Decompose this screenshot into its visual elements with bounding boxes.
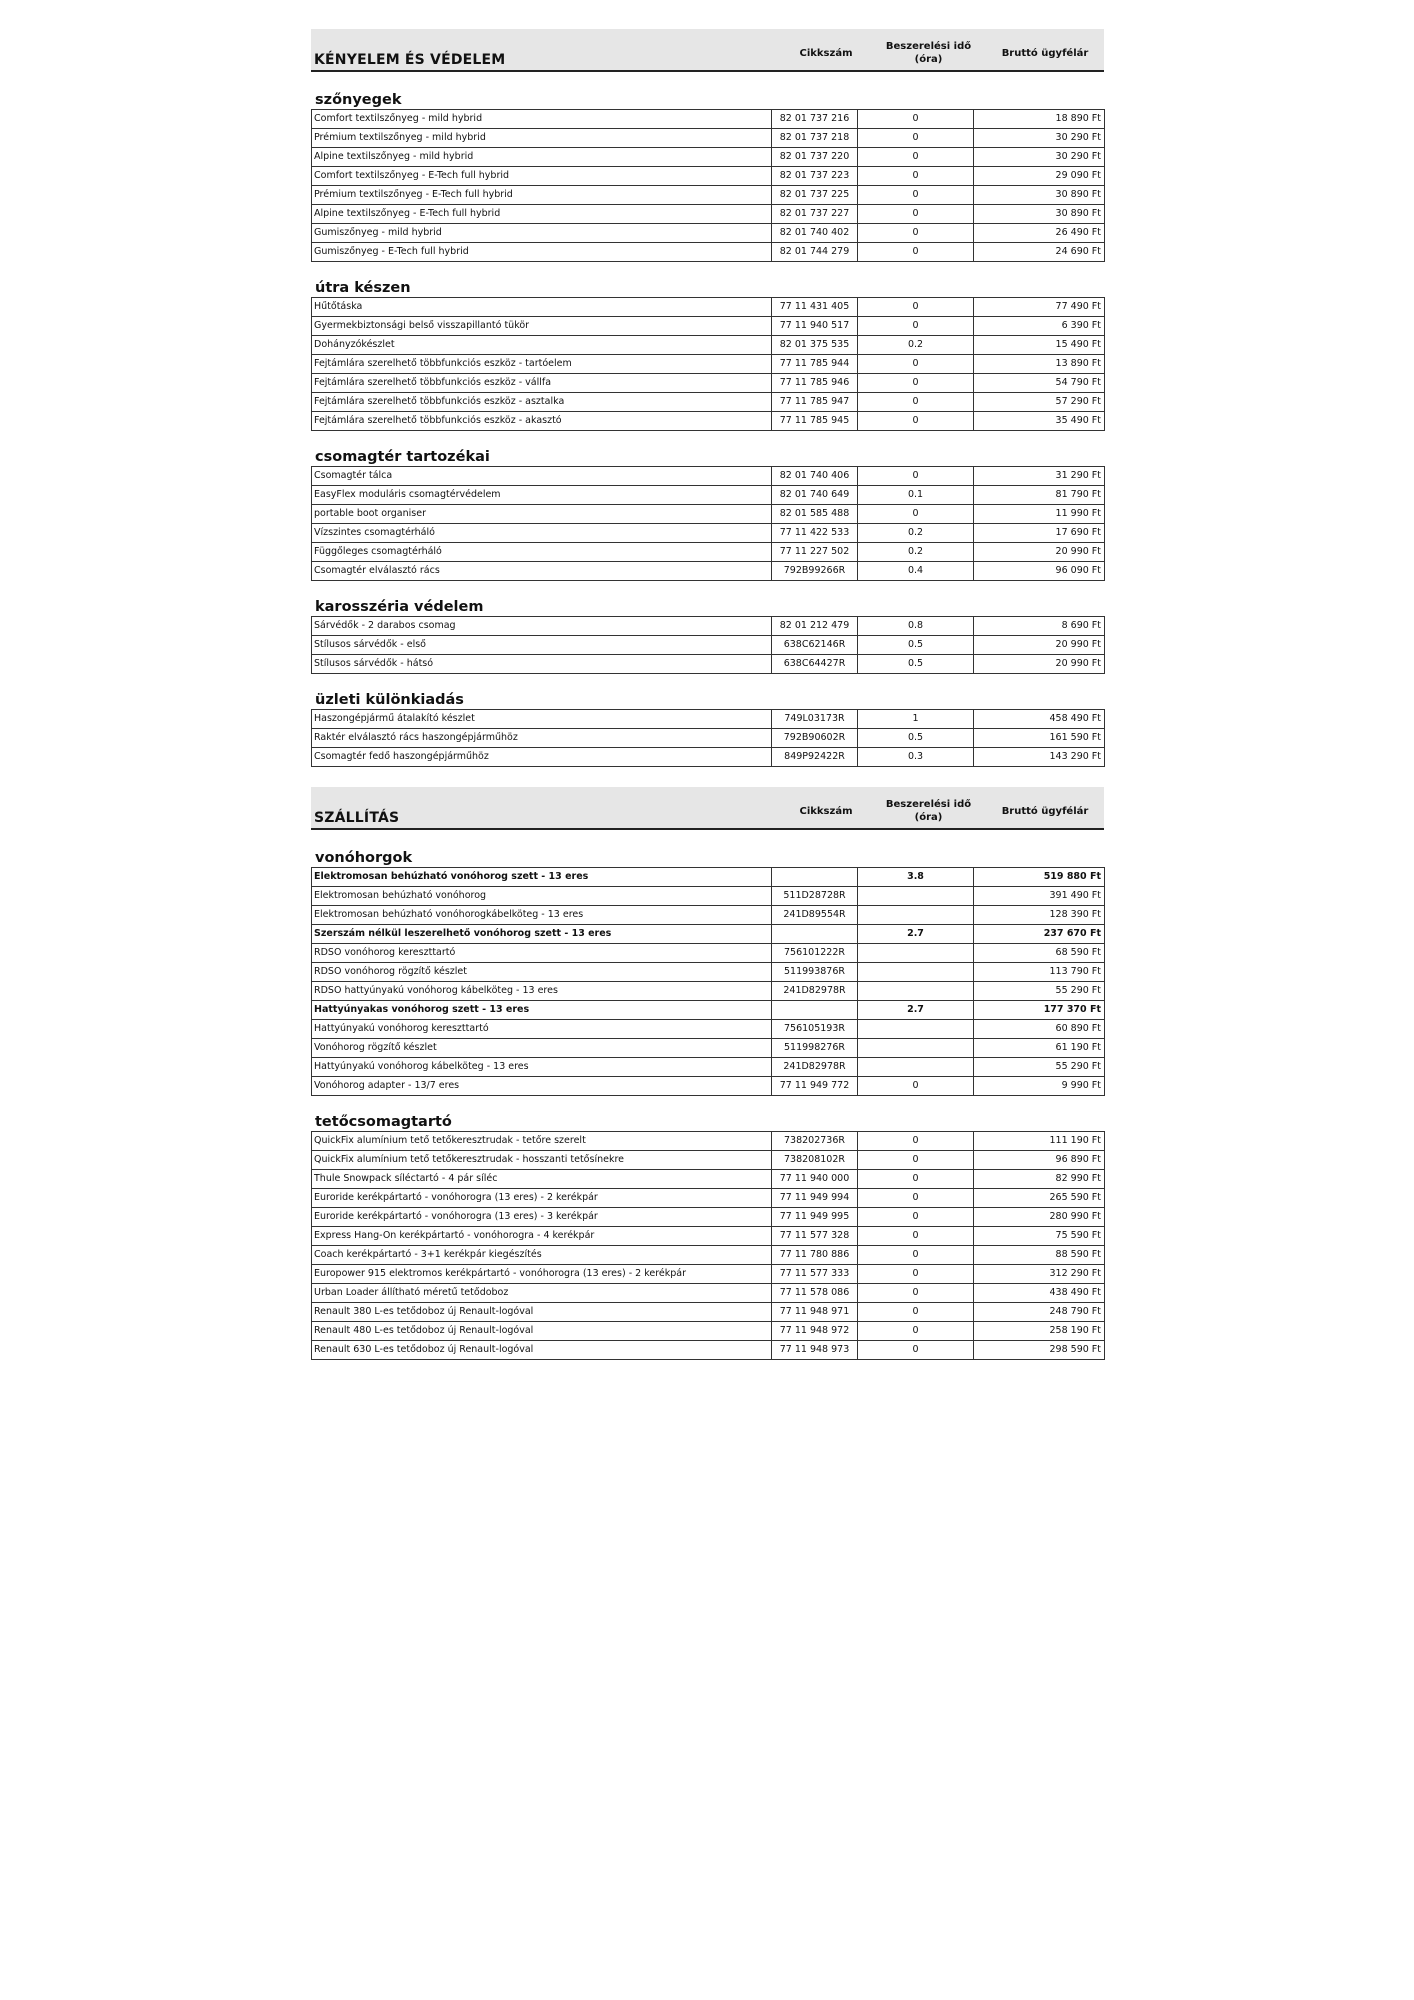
table-row [312, 1322, 1105, 1341]
product-name: Coach kerékpártartó - 3+1 kerékpár kiegészítés [312, 1246, 772, 1265]
install-time: 0 [858, 1227, 974, 1246]
install-time: 0 [858, 243, 974, 262]
install-time: 0 [858, 186, 974, 205]
install-time: 0 [858, 355, 974, 374]
table-row [312, 710, 1105, 729]
price: 20 990 Ft [974, 543, 1105, 562]
install-time: 0 [858, 205, 974, 224]
part-number [772, 868, 858, 887]
part-number: 82 01 737 220 [772, 148, 858, 167]
product-name: Hattyúnyakú vonóhorog kábelköteg - 13 eres [312, 1058, 772, 1077]
section-header [311, 29, 1104, 72]
product-name: Függőleges csomagtérháló [312, 543, 772, 562]
table-row [312, 110, 1105, 129]
part-number: 738202736R [772, 1132, 858, 1151]
part-number: 77 11 785 946 [772, 374, 858, 393]
install-time: 1 [858, 710, 974, 729]
part-number: 77 11 577 328 [772, 1227, 858, 1246]
category-title: üzleti különkiadás [315, 692, 464, 708]
table-row [312, 963, 1105, 982]
product-name: Hattyúnyakú vonóhorog kereszttartó [312, 1020, 772, 1039]
install-time: 0 [858, 1077, 974, 1096]
part-number: 77 11 227 502 [772, 543, 858, 562]
price: 77 490 Ft [974, 298, 1105, 317]
product-name: Vonóhorog rögzítő készlet [312, 1039, 772, 1058]
table-row [312, 186, 1105, 205]
product-name: Europower 915 elektromos kerékpártartó - vonóhorogra (13 eres) - 2 kerékpár [312, 1265, 772, 1284]
price: 519 880 Ft [974, 868, 1105, 887]
price: 18 890 Ft [974, 110, 1105, 129]
product-name: Fejtámlára szerelhető többfunkciós eszköz - asztalka [312, 393, 772, 412]
product-name: RDSO vonóhorog kereszttartó [312, 944, 772, 963]
product-name: QuickFix alumínium tető tetőkeresztrudak - hosszanti tetősínekre [312, 1151, 772, 1170]
install-time-unit: (óra) [914, 812, 943, 823]
part-number: 77 11 422 533 [772, 524, 858, 543]
install-time: 2.7 [858, 1001, 974, 1020]
product-table [311, 709, 1105, 767]
table-row [312, 1265, 1105, 1284]
product-name: Prémium textilszőnyeg - mild hybrid [312, 129, 772, 148]
install-time: 0.8 [858, 617, 974, 636]
column-header-price: Bruttó ügyfélár [1001, 806, 1089, 817]
install-time: 0.5 [858, 729, 974, 748]
install-time-unit: (óra) [914, 54, 943, 65]
product-name: Haszongépjármű átalakító készlet [312, 710, 772, 729]
part-number: 82 01 744 279 [772, 243, 858, 262]
part-number: 77 11 578 086 [772, 1284, 858, 1303]
price-list [311, 29, 1104, 1360]
product-name: Euroride kerékpártartó - vonóhorogra (13 eres) - 2 kerékpár [312, 1189, 772, 1208]
table-row [312, 655, 1105, 674]
part-number: 77 11 949 995 [772, 1208, 858, 1227]
category-title: karosszéria védelem [315, 599, 484, 615]
table-row [312, 412, 1105, 431]
price: 26 490 Ft [974, 224, 1105, 243]
part-number: 849P92422R [772, 748, 858, 767]
install-time: 0 [858, 467, 974, 486]
price: 143 290 Ft [974, 748, 1105, 767]
table-row [312, 906, 1105, 925]
price: 35 490 Ft [974, 412, 1105, 431]
price: 391 490 Ft [974, 887, 1105, 906]
product-name: Elektromosan behúzható vonóhorogkábelköteg - 13 eres [312, 906, 772, 925]
install-time: 0.3 [858, 748, 974, 767]
table-row [312, 393, 1105, 412]
price: 20 990 Ft [974, 655, 1105, 674]
table-row [312, 748, 1105, 767]
part-number: 77 11 785 945 [772, 412, 858, 431]
table-row [312, 1303, 1105, 1322]
price: 31 290 Ft [974, 467, 1105, 486]
price: 15 490 Ft [974, 336, 1105, 355]
product-name: Comfort textilszőnyeg - mild hybrid [312, 110, 772, 129]
product-name: Dohányzókészlet [312, 336, 772, 355]
price: 280 990 Ft [974, 1208, 1105, 1227]
price: 60 890 Ft [974, 1020, 1105, 1039]
price: 258 190 Ft [974, 1322, 1105, 1341]
part-number: 77 11 948 972 [772, 1322, 858, 1341]
install-time: 0 [858, 1170, 974, 1189]
table-row [312, 944, 1105, 963]
install-time-label: Beszerelési idő [885, 41, 972, 52]
install-time: 0.2 [858, 524, 974, 543]
product-name: Prémium textilszőnyeg - E-Tech full hybrid [312, 186, 772, 205]
install-time: 0 [858, 1322, 974, 1341]
product-name: Renault 630 L-es tetődoboz új Renault-logóval [312, 1341, 772, 1360]
install-time: 0 [858, 1189, 974, 1208]
table-row [312, 317, 1105, 336]
table-row [312, 1246, 1105, 1265]
price: 161 590 Ft [974, 729, 1105, 748]
part-number: 82 01 737 223 [772, 167, 858, 186]
table-row [312, 1227, 1105, 1246]
table-row [312, 636, 1105, 655]
install-time: 0 [858, 110, 974, 129]
table-row [312, 167, 1105, 186]
price: 30 890 Ft [974, 186, 1105, 205]
product-name: Csomagtér tálca [312, 467, 772, 486]
table-row [312, 1132, 1105, 1151]
product-name: Elektromosan behúzható vonóhorog [312, 887, 772, 906]
column-header-code: Cikkszám [799, 48, 853, 59]
install-time: 0.5 [858, 655, 974, 674]
part-number: 82 01 585 488 [772, 505, 858, 524]
price: 61 190 Ft [974, 1039, 1105, 1058]
install-time [858, 906, 974, 925]
product-name: Renault 480 L-es tetődoboz új Renault-logóval [312, 1322, 772, 1341]
product-name: Alpine textilszőnyeg - E-Tech full hybrid [312, 205, 772, 224]
price: 17 690 Ft [974, 524, 1105, 543]
product-name: Express Hang-On kerékpártartó - vonóhorogra - 4 kerékpár [312, 1227, 772, 1246]
table-row [312, 562, 1105, 581]
install-time: 0 [858, 1284, 974, 1303]
column-header-code: Cikkszám [799, 806, 853, 817]
install-time: 0.1 [858, 486, 974, 505]
part-number: 77 11 949 994 [772, 1189, 858, 1208]
price: 438 490 Ft [974, 1284, 1105, 1303]
price: 248 790 Ft [974, 1303, 1105, 1322]
part-number: 241D82978R [772, 1058, 858, 1077]
part-number: 756101222R [772, 944, 858, 963]
install-time: 0 [858, 1132, 974, 1151]
table-row [312, 205, 1105, 224]
price: 24 690 Ft [974, 243, 1105, 262]
column-header-price: Bruttó ügyfélár [1001, 48, 1089, 59]
product-name: Urban Loader állítható méretű tetődoboz [312, 1284, 772, 1303]
product-table [311, 466, 1105, 581]
product-name: Renault 380 L-es tetődoboz új Renault-logóval [312, 1303, 772, 1322]
install-time: 0 [858, 224, 974, 243]
part-number: 77 11 785 944 [772, 355, 858, 374]
part-number: 756105193R [772, 1020, 858, 1039]
install-time [858, 944, 974, 963]
section-header [311, 787, 1104, 830]
price: 88 590 Ft [974, 1246, 1105, 1265]
product-name: Hattyúnyakas vonóhorog szett - 13 eres [312, 1001, 772, 1020]
product-name: Sárvédők - 2 darabos csomag [312, 617, 772, 636]
table-row [312, 868, 1105, 887]
table-row [312, 982, 1105, 1001]
part-number [772, 1001, 858, 1020]
install-time-label: Beszerelési idő [885, 799, 972, 810]
part-number: 77 11 949 772 [772, 1077, 858, 1096]
install-time: 0 [858, 393, 974, 412]
price: 11 990 Ft [974, 505, 1105, 524]
install-time [858, 982, 974, 1001]
product-name: Fejtámlára szerelhető többfunkciós eszköz - tartóelem [312, 355, 772, 374]
product-name: Stílusos sárvédők - első [312, 636, 772, 655]
part-number: 82 01 737 227 [772, 205, 858, 224]
part-number [772, 925, 858, 944]
part-number: 511D28728R [772, 887, 858, 906]
price: 55 290 Ft [974, 982, 1105, 1001]
table-row [312, 925, 1105, 944]
part-number: 77 11 431 405 [772, 298, 858, 317]
price: 54 790 Ft [974, 374, 1105, 393]
part-number: 82 01 740 402 [772, 224, 858, 243]
product-name: EasyFlex moduláris csomagtérvédelem [312, 486, 772, 505]
part-number: 77 11 785 947 [772, 393, 858, 412]
part-number: 511998276R [772, 1039, 858, 1058]
product-name: portable boot organiser [312, 505, 772, 524]
install-time: 0 [858, 1303, 974, 1322]
install-time: 0 [858, 129, 974, 148]
part-number: 77 11 940 517 [772, 317, 858, 336]
category-title: csomagtér tartozékai [315, 449, 490, 465]
install-time: 0 [858, 167, 974, 186]
part-number: 82 01 740 406 [772, 467, 858, 486]
product-name: Fejtámlára szerelhető többfunkciós eszköz - vállfa [312, 374, 772, 393]
table-row [312, 129, 1105, 148]
install-time: 0 [858, 374, 974, 393]
price: 128 390 Ft [974, 906, 1105, 925]
table-row [312, 298, 1105, 317]
table-row [312, 243, 1105, 262]
product-name: Comfort textilszőnyeg - E-Tech full hybrid [312, 167, 772, 186]
table-row [312, 1208, 1105, 1227]
table-row [312, 374, 1105, 393]
table-row [312, 148, 1105, 167]
price: 13 890 Ft [974, 355, 1105, 374]
section-title: KÉNYELEM ÉS VÉDELEM [314, 52, 506, 68]
install-time: 0 [858, 412, 974, 431]
product-table [311, 1131, 1105, 1360]
product-name: Vonóhorog adapter - 13/7 eres [312, 1077, 772, 1096]
part-number: 82 01 375 535 [772, 336, 858, 355]
price: 8 690 Ft [974, 617, 1105, 636]
product-name: Vízszintes csomagtérháló [312, 524, 772, 543]
part-number: 82 01 740 649 [772, 486, 858, 505]
product-name: Euroride kerékpártartó - vonóhorogra (13 eres) - 3 kerékpár [312, 1208, 772, 1227]
install-time: 0 [858, 1265, 974, 1284]
install-time: 0 [858, 1151, 974, 1170]
product-name: RDSO vonóhorog rögzítő készlet [312, 963, 772, 982]
product-name: Csomagtér fedő haszongépjárműhöz [312, 748, 772, 767]
install-time: 0 [858, 1208, 974, 1227]
price: 177 370 Ft [974, 1001, 1105, 1020]
table-row [312, 1020, 1105, 1039]
price: 20 990 Ft [974, 636, 1105, 655]
install-time: 0.2 [858, 336, 974, 355]
part-number: 749L03173R [772, 710, 858, 729]
table-row [312, 467, 1105, 486]
product-name: Stílusos sárvédők - hátsó [312, 655, 772, 674]
price: 81 790 Ft [974, 486, 1105, 505]
part-number: 511993876R [772, 963, 858, 982]
column-header-install-time [871, 40, 986, 66]
price: 30 890 Ft [974, 205, 1105, 224]
price: 55 290 Ft [974, 1058, 1105, 1077]
table-row [312, 1001, 1105, 1020]
part-number: 82 01 737 216 [772, 110, 858, 129]
product-name: Gumiszőnyeg - E-Tech full hybrid [312, 243, 772, 262]
price: 113 790 Ft [974, 963, 1105, 982]
category-title: vonóhorgok [315, 850, 413, 866]
price: 30 290 Ft [974, 129, 1105, 148]
price: 312 290 Ft [974, 1265, 1105, 1284]
install-time: 0 [858, 1341, 974, 1360]
table-row [312, 1039, 1105, 1058]
install-time [858, 1039, 974, 1058]
install-time [858, 1020, 974, 1039]
price: 82 990 Ft [974, 1170, 1105, 1189]
product-name: Fejtámlára szerelhető többfunkciós eszköz - akasztó [312, 412, 772, 431]
category-title: tetőcsomagtartó [315, 1114, 452, 1130]
price: 111 190 Ft [974, 1132, 1105, 1151]
part-number: 792B99266R [772, 562, 858, 581]
part-number: 77 11 780 886 [772, 1246, 858, 1265]
category-title: útra készen [315, 280, 411, 296]
install-time [858, 887, 974, 906]
product-name: Alpine textilszőnyeg - mild hybrid [312, 148, 772, 167]
table-row [312, 355, 1105, 374]
product-table [311, 867, 1105, 1096]
install-time: 3.8 [858, 868, 974, 887]
price: 96 090 Ft [974, 562, 1105, 581]
table-row [312, 543, 1105, 562]
price: 265 590 Ft [974, 1189, 1105, 1208]
price: 298 590 Ft [974, 1341, 1105, 1360]
table-row [312, 887, 1105, 906]
price: 96 890 Ft [974, 1151, 1105, 1170]
table-row [312, 224, 1105, 243]
part-number: 77 11 948 973 [772, 1341, 858, 1360]
part-number: 77 11 948 971 [772, 1303, 858, 1322]
product-name: RDSO hattyúnyakú vonóhorog kábelköteg - 13 eres [312, 982, 772, 1001]
price: 6 390 Ft [974, 317, 1105, 336]
product-name: Gumiszőnyeg - mild hybrid [312, 224, 772, 243]
part-number: 82 01 212 479 [772, 617, 858, 636]
part-number: 77 11 940 000 [772, 1170, 858, 1189]
product-name: Hűtőtáska [312, 298, 772, 317]
table-row [312, 1170, 1105, 1189]
product-table [311, 616, 1105, 674]
table-row [312, 336, 1105, 355]
table-row [312, 524, 1105, 543]
install-time: 0.4 [858, 562, 974, 581]
price: 68 590 Ft [974, 944, 1105, 963]
category-title: szőnyegek [315, 92, 402, 108]
install-time [858, 963, 974, 982]
price: 458 490 Ft [974, 710, 1105, 729]
part-number: 77 11 577 333 [772, 1265, 858, 1284]
table-row [312, 1151, 1105, 1170]
table-row [312, 617, 1105, 636]
part-number: 738208102R [772, 1151, 858, 1170]
table-row [312, 1058, 1105, 1077]
table-row [312, 505, 1105, 524]
install-time: 2.7 [858, 925, 974, 944]
install-time: 0 [858, 317, 974, 336]
table-row [312, 1077, 1105, 1096]
product-table [311, 109, 1105, 262]
table-row [312, 1341, 1105, 1360]
part-number: 638C64427R [772, 655, 858, 674]
product-name: Gyermekbiztonsági belső visszapillantó tükör [312, 317, 772, 336]
price: 237 670 Ft [974, 925, 1105, 944]
install-time: 0 [858, 148, 974, 167]
install-time: 0 [858, 1246, 974, 1265]
section-title: SZÁLLÍTÁS [314, 810, 400, 826]
column-header-install-time [871, 798, 986, 824]
part-number: 638C62146R [772, 636, 858, 655]
table-row [312, 1189, 1105, 1208]
install-time: 0.2 [858, 543, 974, 562]
product-name: Szerszám nélkül leszerelhető vonóhorog szett - 13 eres [312, 925, 772, 944]
install-time: 0.5 [858, 636, 974, 655]
part-number: 82 01 737 225 [772, 186, 858, 205]
part-number: 82 01 737 218 [772, 129, 858, 148]
price: 30 290 Ft [974, 148, 1105, 167]
table-row [312, 486, 1105, 505]
part-number: 241D82978R [772, 982, 858, 1001]
product-name: Elektromosan behúzható vonóhorog szett - 13 eres [312, 868, 772, 887]
install-time: 0 [858, 298, 974, 317]
product-name: Raktér elválasztó rács haszongépjárműhöz [312, 729, 772, 748]
part-number: 792B90602R [772, 729, 858, 748]
product-name: Thule Snowpack síléctartó - 4 pár síléc [312, 1170, 772, 1189]
price: 9 990 Ft [974, 1077, 1105, 1096]
price: 29 090 Ft [974, 167, 1105, 186]
price: 75 590 Ft [974, 1227, 1105, 1246]
part-number: 241D89554R [772, 906, 858, 925]
section-spacer [311, 767, 1104, 787]
product-name: QuickFix alumínium tető tetőkeresztrudak - tetőre szerelt [312, 1132, 772, 1151]
table-row [312, 1284, 1105, 1303]
table-row [312, 729, 1105, 748]
product-table [311, 297, 1105, 431]
product-name: Csomagtér elválasztó rács [312, 562, 772, 581]
install-time: 0 [858, 505, 974, 524]
price: 57 290 Ft [974, 393, 1105, 412]
install-time [858, 1058, 974, 1077]
